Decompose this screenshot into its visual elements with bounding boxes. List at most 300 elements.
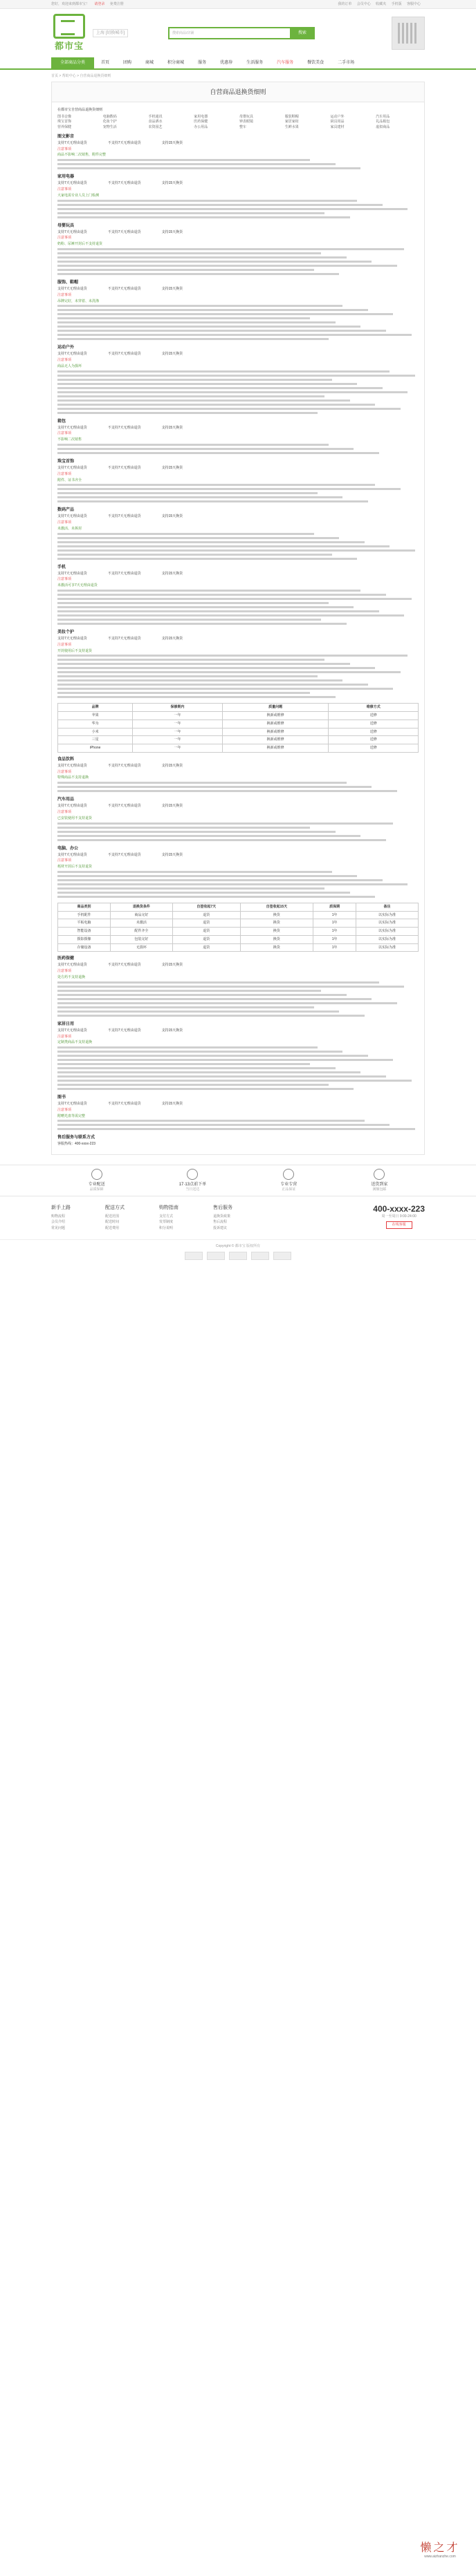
watermark-logo (410, 2536, 470, 2564)
body-text-line (57, 247, 404, 251)
table-row (58, 935, 419, 943)
body-text-line (57, 662, 350, 666)
policy-flag: 不支持7天无理由退货 (107, 571, 141, 576)
section-note: 特殊商品不支持退换 (57, 775, 89, 780)
nav-item-food[interactable]: 餐饮美食 (307, 60, 324, 65)
footer-link[interactable]: 配送时间 (105, 1220, 120, 1225)
body-text-line (57, 695, 336, 699)
body-text-line (57, 679, 342, 682)
top-link-orders[interactable]: 我的订单 (338, 1, 352, 6)
trust-badge-icon (207, 1252, 225, 1260)
trust-badge-icon (251, 1252, 269, 1260)
table-cell: 1年 (313, 928, 356, 936)
body-text-line (57, 308, 368, 312)
body-text-line (57, 654, 408, 657)
search-bar (168, 27, 315, 39)
footer-link[interactable]: 会员介绍 (51, 1220, 66, 1225)
category-link[interactable]: 食品酒水 (148, 120, 163, 124)
note-label: 注意事项 (57, 969, 72, 974)
search-input[interactable]: 搜索商品/店铺 (168, 27, 290, 39)
category-link[interactable]: 手机通讯 (148, 114, 163, 119)
body-text-line (57, 985, 404, 988)
body-text-line (57, 1010, 339, 1013)
footer-link[interactable]: 售后流程 (213, 1220, 228, 1225)
table-cell: 三星 (58, 736, 133, 744)
table-cell: 以实际为准 (356, 943, 419, 952)
policy-flag: 不支持7天无理由退货 (107, 804, 141, 809)
policy-section (57, 956, 419, 1017)
footer-col-title: 售后服务 (213, 1205, 232, 1211)
logo-icon (53, 14, 85, 39)
footer-link[interactable]: 配送范围 (105, 1214, 120, 1219)
category-link[interactable]: 营养保健 (57, 125, 72, 130)
policy-flag: 支持15天换货 (161, 804, 183, 809)
return-policy-flags (57, 141, 419, 146)
table-cell: 1年 (313, 911, 356, 919)
note-label: 注意事项 (57, 642, 72, 647)
policy-section (57, 846, 419, 899)
body-text-line (57, 878, 383, 882)
body-text-line (57, 491, 318, 495)
policy-section (57, 630, 419, 699)
body-text-line (57, 1127, 415, 1131)
policy-flag: 支持7天无理由退货 (57, 763, 87, 768)
table-header: 自签收起15天 (240, 903, 313, 911)
policy-section (57, 757, 419, 793)
watermark-sub: www.aizhanzhe.com (424, 2555, 456, 2559)
body-text-line (57, 370, 390, 373)
policy-flag: 支持15天换货 (161, 140, 183, 145)
table-header: 保修期内 (133, 704, 223, 712)
body-text-line (57, 317, 310, 320)
section-title: 手机 (57, 565, 66, 570)
hotline-number: 400-xxxx-223 (373, 1204, 425, 1214)
section-title: 美妆个护 (57, 630, 75, 634)
nav-item-secondhand[interactable]: 二手市场 (338, 60, 355, 65)
table-cell: 退货 (172, 928, 240, 936)
table-cell: 一年 (133, 728, 223, 736)
policy-section (57, 134, 419, 170)
category-link[interactable]: 礼品箱包 (376, 120, 390, 124)
category-link[interactable]: 化妆个护 (102, 120, 117, 124)
body-text-line (57, 1002, 397, 1005)
body-text-line (57, 1050, 342, 1053)
body-text-line (57, 666, 375, 670)
section-title: 珠宝首饰 (57, 459, 75, 464)
promise-title: 专业专营 (280, 1183, 298, 1187)
table-row (58, 712, 419, 720)
body-text-line (57, 789, 397, 793)
policy-section (57, 459, 419, 503)
body-text-line (57, 256, 347, 259)
nav-item-points[interactable]: 积分商城 (167, 60, 185, 65)
body-text-line (57, 1062, 310, 1066)
category-link[interactable]: 医药保健 (194, 120, 208, 124)
trust-badge-icon (185, 1252, 203, 1260)
body-text-line (57, 395, 324, 398)
policy-flag: 支持7天无理由退货 (57, 287, 87, 292)
nav-item-service[interactable]: 服务 (198, 60, 207, 65)
category-link[interactable]: 珠宝首饰 (57, 120, 72, 124)
policy-flag: 不支持7天无理由退货 (107, 1102, 141, 1107)
category-link[interactable]: 电脑数码 (102, 114, 117, 119)
footer-link[interactable]: 积分说明 (159, 1226, 174, 1231)
nav-item-life[interactable]: 生活服务 (246, 60, 264, 65)
table-cell: 1年 (313, 935, 356, 943)
policy-flag: 不支持7天无理由退货 (107, 466, 141, 471)
category-link[interactable]: 运动户外 (330, 114, 345, 119)
body-text-line (57, 622, 347, 626)
promise-sub: 满额包邮 (372, 1187, 387, 1192)
body-text-line (57, 451, 379, 455)
body-text-line (57, 610, 379, 613)
table-cell: 一年 (133, 744, 223, 753)
footer-link[interactable]: 投诉建议 (213, 1226, 228, 1231)
policy-flag: 支持7天无理由退货 (57, 804, 87, 809)
welcome-text: 您好，欢迎来到都市宝！ (51, 1, 90, 6)
policy-section (57, 223, 419, 276)
body-text-line (57, 268, 314, 272)
policy-flag: 不支持7天无理由退货 (107, 763, 141, 768)
footer-col-title: 购物指南 (159, 1205, 178, 1211)
table-header: 质量问题 (222, 704, 329, 712)
body-text-line (57, 870, 332, 874)
footer-link[interactable]: 退换货政策 (213, 1214, 231, 1219)
body-text-line (57, 670, 401, 674)
policy-flag: 不支持7天无理由退货 (107, 352, 141, 357)
return-policy-flags (57, 514, 419, 519)
online-service-button[interactable]: 在线客服 (386, 1221, 412, 1229)
body-text-line (57, 997, 372, 1001)
footer-link[interactable]: 配送费用 (105, 1226, 120, 1231)
table-cell: 苹果 (58, 712, 133, 720)
policy-flag: 支持7天无理由退货 (57, 1102, 87, 1107)
section-title: 运动户外 (57, 346, 75, 350)
body-text-line (57, 1083, 329, 1087)
body-text-line (57, 260, 372, 263)
body-text-line (57, 321, 336, 324)
body-text-line (57, 211, 324, 215)
table-cell: 智能设备 (58, 928, 111, 936)
table-header: 品牌 (58, 704, 133, 712)
table-cell: 无损坏 (110, 943, 172, 952)
policy-section (57, 797, 419, 841)
table-cell: 换新或维修 (222, 712, 329, 720)
section-title: 母婴玩具 (57, 223, 75, 228)
body-text-line (57, 687, 393, 690)
qr-code-icon (398, 23, 419, 44)
body-text-line (57, 216, 350, 219)
nav-item-mall[interactable]: 商城 (145, 60, 154, 65)
nav-item-groupbuy[interactable]: 团购 (123, 60, 132, 65)
table-cell: 一年 (133, 720, 223, 728)
site-logo[interactable] (51, 14, 87, 53)
body-text-line (57, 1123, 390, 1127)
body-text-line (57, 838, 386, 842)
section-title: 箱包 (57, 419, 66, 424)
body-text-line (57, 1006, 314, 1009)
note-label: 注意事项 (57, 577, 72, 582)
table-cell: 一年 (133, 712, 223, 720)
top-link-member[interactable]: 会员中心 (356, 1, 371, 6)
table-cell: 摄影摄像 (58, 935, 111, 943)
note-label: 注意事项 (57, 1107, 72, 1112)
body-text-line (57, 593, 386, 596)
policy-sections-continued (57, 757, 419, 899)
top-link-favorites[interactable]: 收藏夹 (376, 1, 387, 6)
table-row (58, 911, 419, 919)
body-text-line (57, 272, 339, 276)
category-link[interactable]: 厨具用品 (330, 120, 345, 124)
body-text-line (57, 549, 415, 552)
body-text-line (57, 981, 379, 984)
policy-flag: 支持7天无理由退货 (57, 963, 87, 968)
body-text-line (57, 691, 310, 695)
footer-link[interactable]: 常见问题 (51, 1226, 66, 1231)
category-link[interactable]: 生鲜水果 (284, 125, 299, 130)
breadcrumb: 首页 > 帮助中心 > 自营商品退换货细则 (51, 74, 111, 78)
body-text-line (57, 199, 357, 203)
category-link[interactable]: 家居家纺 (284, 120, 299, 124)
return-policy-flags (57, 466, 419, 471)
body-text-line (57, 1014, 365, 1017)
section-title: 食品饮料 (57, 757, 75, 762)
table-cell: 以实际为准 (356, 928, 419, 936)
section-note: 不影响二次销售 (57, 438, 82, 442)
category-link[interactable]: 农资园艺 (148, 125, 163, 130)
body-text-line (57, 883, 408, 886)
category-link[interactable]: 家用电器 (194, 114, 208, 119)
body-text-line (57, 675, 318, 678)
note-label: 注意事项 (57, 810, 72, 815)
return-policy-flags (57, 1102, 419, 1107)
top-bar (0, 0, 476, 9)
body-text-line (57, 1071, 360, 1074)
body-text-line (57, 1054, 368, 1057)
table-cell: 退货 (172, 911, 240, 919)
promise-title: 17·13点前下单 (178, 1183, 207, 1187)
footer-col (105, 1203, 159, 1232)
section-note: 商品无人为损坏 (57, 364, 82, 368)
body-text-line (57, 399, 350, 402)
body-text-line (57, 207, 408, 211)
note-label: 注意事项 (57, 147, 72, 151)
table-cell: 退货 (172, 935, 240, 943)
body-text-line (57, 658, 324, 661)
promise-item (89, 1169, 105, 1192)
table-header: 质保期 (313, 903, 356, 911)
watermark-main: 懒之才 (420, 2540, 460, 2554)
body-text-line (57, 304, 342, 308)
policy-flag: 支持15天换货 (161, 852, 183, 857)
body-text-line (57, 874, 357, 878)
table-header: 备注 (356, 903, 419, 911)
category-link[interactable]: 虚拟商品 (376, 125, 390, 130)
policy-flag: 支持7天无理由退货 (57, 571, 87, 576)
nav-item-car[interactable]: 汽车服务 (277, 60, 294, 65)
body-text-line (57, 822, 393, 825)
section-note: 处方药不支持退换 (57, 975, 86, 979)
policy-flag: 不支持7天无理由退货 (107, 425, 141, 430)
footer-col-title: 新手上路 (51, 1205, 71, 1211)
body-text-line (57, 407, 401, 411)
clock-icon (187, 1169, 198, 1180)
table-cell: 以实际为准 (356, 935, 419, 943)
top-link-service[interactable]: 客服中心 (406, 1, 421, 6)
city-switcher[interactable]: 上海 [切换城市] (93, 29, 128, 37)
return-policy-flags (57, 804, 419, 809)
home-icon (374, 1169, 385, 1180)
category-menu-button[interactable]: 全部商品分类 (51, 57, 94, 68)
policy-sections-final (57, 956, 419, 1131)
table-row (58, 728, 419, 736)
category-link[interactable]: 宠物生活 (102, 125, 117, 130)
return-policy-flags (57, 572, 419, 576)
table-header: 自签收起7天 (172, 903, 240, 911)
policy-section (57, 1095, 419, 1131)
table-cell: 换货 (240, 919, 313, 928)
section-note: 大家电需专业人员上门检测 (57, 193, 100, 198)
category-link[interactable]: 家具建材 (330, 125, 345, 130)
category-link[interactable]: 整车 (239, 125, 247, 130)
section-note: 附件、证书齐全 (57, 478, 82, 482)
table-cell: 换新或维修 (222, 744, 329, 753)
policy-flag: 支持15天换货 (161, 763, 183, 768)
policy-flag: 支持15天换货 (161, 963, 183, 968)
policy-flag: 支持15天换货 (161, 229, 183, 234)
promise-item (179, 1169, 206, 1192)
body-text-line (57, 496, 342, 499)
search-button[interactable]: 搜索 (290, 27, 315, 39)
body-text-line (57, 1066, 336, 1070)
return-policy-flags (57, 764, 419, 769)
policy-flag: 支持7天无理由退货 (57, 514, 87, 519)
category-return-table (57, 903, 419, 952)
body-text-line (57, 557, 357, 561)
section-title: 汽车用品 (57, 798, 75, 802)
trust-badge-icon (229, 1252, 247, 1260)
footer-col-title: 配送方式 (105, 1205, 125, 1211)
body-text-line (57, 447, 354, 451)
policy-flag: 支持15天换货 (161, 514, 183, 519)
footer-link[interactable]: 支付方式 (159, 1214, 174, 1219)
table-cell: 平板电脑 (58, 919, 111, 928)
table-row (58, 919, 419, 928)
body-text-line (57, 605, 354, 609)
policy-flag: 支持7天无理由退货 (57, 229, 87, 234)
footer-links (0, 1196, 476, 1239)
return-policy-flags (57, 637, 419, 641)
policy-flag: 支持15天换货 (161, 1102, 183, 1107)
policy-section (57, 419, 419, 455)
policy-flag: 不支持7天无理由退货 (107, 1028, 141, 1033)
trust-badge-icon (273, 1252, 291, 1260)
login-link[interactable]: 请登录 (94, 1, 105, 6)
section-note: 已安装使用不支持退货 (57, 816, 93, 820)
truck-icon (91, 1169, 102, 1180)
body-text-line (57, 403, 375, 406)
service-phone: 客服热线：400-xxxx-223 (57, 1142, 96, 1147)
section-note: 耗材开封后不支持退货 (57, 865, 93, 869)
table-cell: 包装完好 (110, 935, 172, 943)
table-cell: 送修 (329, 728, 419, 736)
return-policy-flags (57, 853, 419, 858)
policy-flag: 支持7天无理由退货 (57, 466, 87, 471)
section-note: 未激活、未拆封 (57, 526, 82, 531)
table-cell: 配件齐全 (110, 928, 172, 936)
policy-flag: 支持7天无理由退货 (57, 140, 87, 145)
table-header: 商品类别 (58, 903, 111, 911)
note-label: 注意事项 (57, 292, 72, 297)
policy-flag: 支持15天换货 (161, 352, 183, 357)
note-label: 注意事项 (57, 358, 72, 363)
section-title: 电脑、办公 (57, 846, 79, 851)
top-link-mobile[interactable]: 手机版 (391, 1, 402, 6)
body-text-line (57, 1119, 365, 1122)
body-text-line (57, 1075, 386, 1078)
table-cell: 存储设备 (58, 943, 111, 952)
body-text-line (57, 162, 336, 166)
table-cell: 换新或维修 (222, 728, 329, 736)
register-link[interactable]: 免费注册 (109, 1, 124, 6)
body-text-line (57, 378, 332, 382)
return-policy-flags (57, 426, 419, 431)
note-label: 注意事项 (57, 187, 72, 192)
table-cell: 换货 (240, 911, 313, 919)
table-header: 维修方式 (329, 704, 419, 712)
policy-flag: 不支持7天无理由退货 (107, 229, 141, 234)
category-link[interactable]: 办公用品 (194, 125, 208, 130)
nav-item-coupon[interactable]: 优惠券 (220, 60, 233, 65)
category-link[interactable]: 母婴玩具 (239, 114, 254, 119)
body-text-line (57, 333, 412, 337)
policy-section (57, 507, 419, 560)
section-title: 医药保健 (57, 957, 75, 961)
nav-item-home[interactable]: 首页 (101, 60, 110, 65)
table-cell: 送修 (329, 736, 419, 744)
policy-section (57, 345, 419, 414)
table-cell: 以实际为准 (356, 911, 419, 919)
note-label: 注意事项 (57, 431, 72, 436)
policy-flag: 不支持7天无理由退货 (107, 140, 141, 145)
policy-flag: 不支持7天无理由退货 (107, 637, 141, 641)
body-text-line (57, 589, 360, 592)
body-text-line (57, 826, 310, 829)
footer-link[interactable]: 发票制度 (159, 1220, 174, 1225)
main-content (51, 74, 425, 1155)
policy-sections (57, 134, 419, 699)
footer-col (51, 1203, 105, 1232)
policy-flag: 支持15天换货 (161, 1028, 183, 1033)
return-policy-flags (57, 1028, 419, 1033)
category-link[interactable]: 服装鞋帽 (284, 114, 299, 119)
policy-flag: 支持7天无理由退货 (57, 181, 87, 186)
category-link[interactable]: 图书音像 (57, 114, 72, 119)
category-link[interactable]: 钟表眼镜 (239, 120, 254, 124)
copyright: Copyright © 都市宝 版权所有 (0, 1239, 476, 1252)
body-text-line (57, 781, 347, 784)
section-note: 商品不影响二次销售，附件完整 (57, 153, 107, 158)
body-text-line (57, 483, 375, 487)
body-text-line (57, 1058, 393, 1062)
table-cell: 商品完好 (110, 911, 172, 919)
footer-link[interactable]: 购物流程 (51, 1214, 66, 1219)
policy-flag: 不支持7天无理由退货 (107, 181, 141, 186)
body-text-line (57, 411, 318, 415)
category-link[interactable]: 汽车用品 (376, 114, 390, 119)
site-header (0, 9, 476, 57)
table-cell: 未激活 (110, 919, 172, 928)
